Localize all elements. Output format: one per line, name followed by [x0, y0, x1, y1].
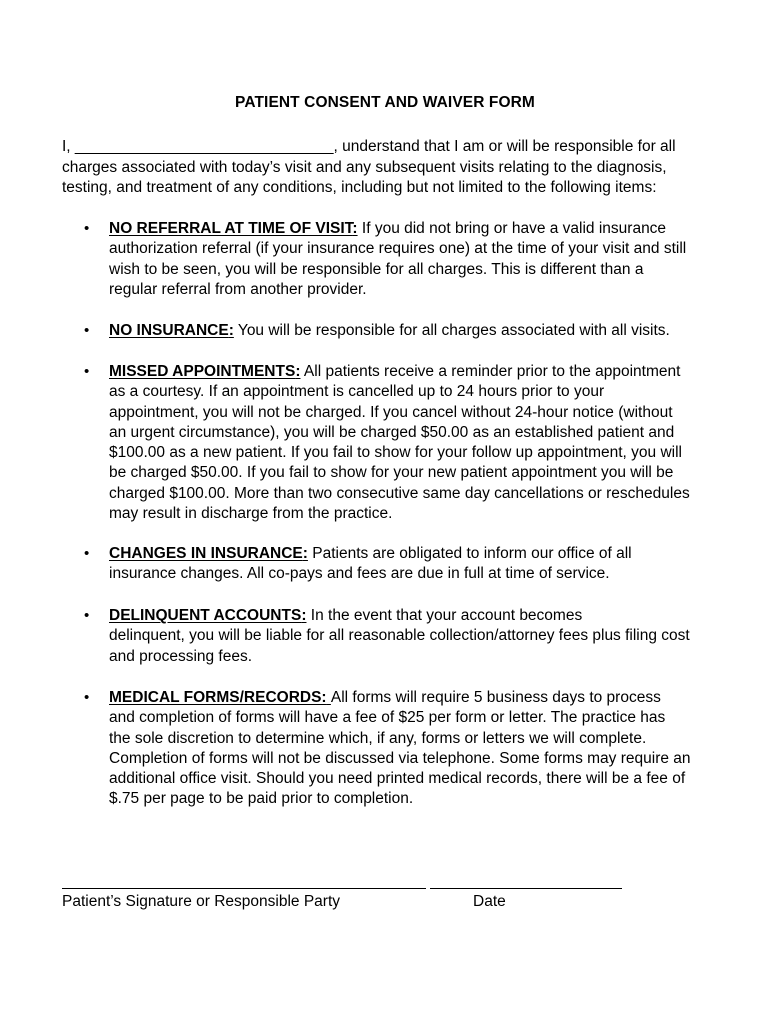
list-item-line: [109, 321, 734, 341]
list-item-line: [109, 544, 734, 564]
bullet-icon: •: [84, 363, 90, 380]
list-item-body: [109, 219, 734, 300]
list-item-line: [109, 219, 734, 239]
bullet-icon: •: [84, 545, 90, 562]
list-item-line: wish to be seen, you will be responsible for all charges. This is different than a: [109, 260, 644, 278]
list-item-line: Completion of forms will not be discussed via telephone. Some forms may require an: [109, 749, 691, 767]
item-text: All forms will require 5 business days to process: [330, 689, 661, 706]
item-text: You will be responsible for all charges associated with all visits.: [233, 322, 670, 339]
item-heading-text: DELINQUENT ACCOUNTS: [109, 607, 302, 624]
list-item-line: may result in discharge from the practice.: [109, 505, 393, 523]
item-text: All patients receive a reminder prior to the appointment: [300, 363, 681, 380]
item-heading: [109, 322, 234, 339]
intro-paragraph: [62, 137, 712, 199]
intro-line-3: testing, and treatment of any conditions, including but not limited to the following items:: [62, 179, 657, 196]
item-text: Patients are obligated to inform our office of all: [307, 545, 632, 562]
bullet-icon: •: [84, 607, 90, 624]
item-heading: [109, 607, 306, 624]
list-item-line: delinquent, you will be liable for all reasonable collection/attorney fees plus filing cost: [109, 627, 690, 645]
item-heading-text: MEDICAL FORMS/RECORDS:: [109, 689, 327, 706]
item-heading-colon: :: [302, 545, 308, 562]
list-item-body: [109, 362, 734, 524]
list-item-body: [109, 544, 734, 585]
list-item-line: appointment, you will not be charged. If you cancel without 24-hour notice (without: [109, 403, 673, 421]
date-line[interactable]: [430, 888, 622, 889]
item-heading-text: NO REFERRAL AT TIME OF VISIT: [109, 220, 353, 237]
bullet-icon: •: [84, 689, 90, 706]
list-item-line: be charged $50.00. If you fail to show for your new patient appointment you will be: [109, 464, 674, 482]
signature-label: Patient’s Signature or Responsible Party: [62, 893, 341, 910]
list-item-line: $.75 per page to be paid prior to completion.: [109, 790, 414, 808]
list-item-line: charged $100.00. More than two consecutive same day cancellations or reschedules: [109, 484, 690, 502]
item-text: In the event that your account becomes: [306, 607, 583, 624]
list-item-line: an urgent circumstance), you will be charged $50.00 as an established patient and: [109, 423, 675, 441]
list-item-line: [109, 606, 734, 626]
date-label: Date: [473, 893, 506, 910]
list-item-body: [109, 321, 734, 341]
item-heading: [109, 363, 300, 380]
intro-line-2: charges associated with today’s visit and any subsequent visits relating to the diagnosis,: [62, 158, 667, 176]
item-heading: [109, 545, 308, 562]
list-item-line: and processing fees.: [109, 647, 253, 665]
list-item-line: additional office visit. Should you need printed medical records, there will be a fee of: [109, 770, 686, 788]
list-item-line: and completion of forms will have a fee of $25 per form or letter. The practice has: [109, 709, 666, 727]
list-item-line: authorization referral (if your insurance requires one) at the time of your visit and still: [109, 240, 687, 258]
bullet-icon: •: [84, 220, 90, 237]
form-title: PATIENT CONSENT AND WAIVER FORM: [235, 94, 535, 111]
item-heading-colon: :: [301, 607, 307, 624]
list-item-line: [109, 688, 734, 708]
list-item-line: regular referral from another provider.: [109, 280, 367, 298]
bullet-icon: •: [84, 322, 90, 339]
signature-line[interactable]: [62, 888, 426, 889]
item-heading-colon: :: [352, 220, 358, 237]
list-item-line: [109, 362, 734, 382]
list-item-body: [109, 688, 734, 810]
item-heading: [109, 689, 331, 706]
list-item-line: insurance changes. All co-pays and fees are due in full at time of service.: [109, 565, 610, 583]
intro-line-1: I, ______________________________, understand that I am or will be responsible for all: [62, 138, 676, 155]
list-item-line: the sole discretion to determine which, if any, forms or letters we will complete.: [109, 729, 647, 747]
item-text: If you did not bring or have a valid insurance: [357, 220, 667, 237]
item-heading-colon: :: [295, 363, 301, 380]
item-heading: [109, 220, 358, 237]
list-item-line: $100.00 as a new patient. If you fail to show for your follow up appointment, you will: [109, 444, 682, 462]
item-heading-text: MISSED APPOINTMENTS: [109, 363, 296, 380]
list-item-body: [109, 606, 734, 667]
item-heading-text: NO INSURANCE: [109, 322, 229, 339]
item-heading-text: CHANGES IN INSURANCE: [109, 545, 303, 562]
item-heading-colon: :: [228, 322, 234, 339]
list-item-line: as a courtesy. If an appointment is cancelled up to 24 hours prior to your: [109, 383, 605, 401]
